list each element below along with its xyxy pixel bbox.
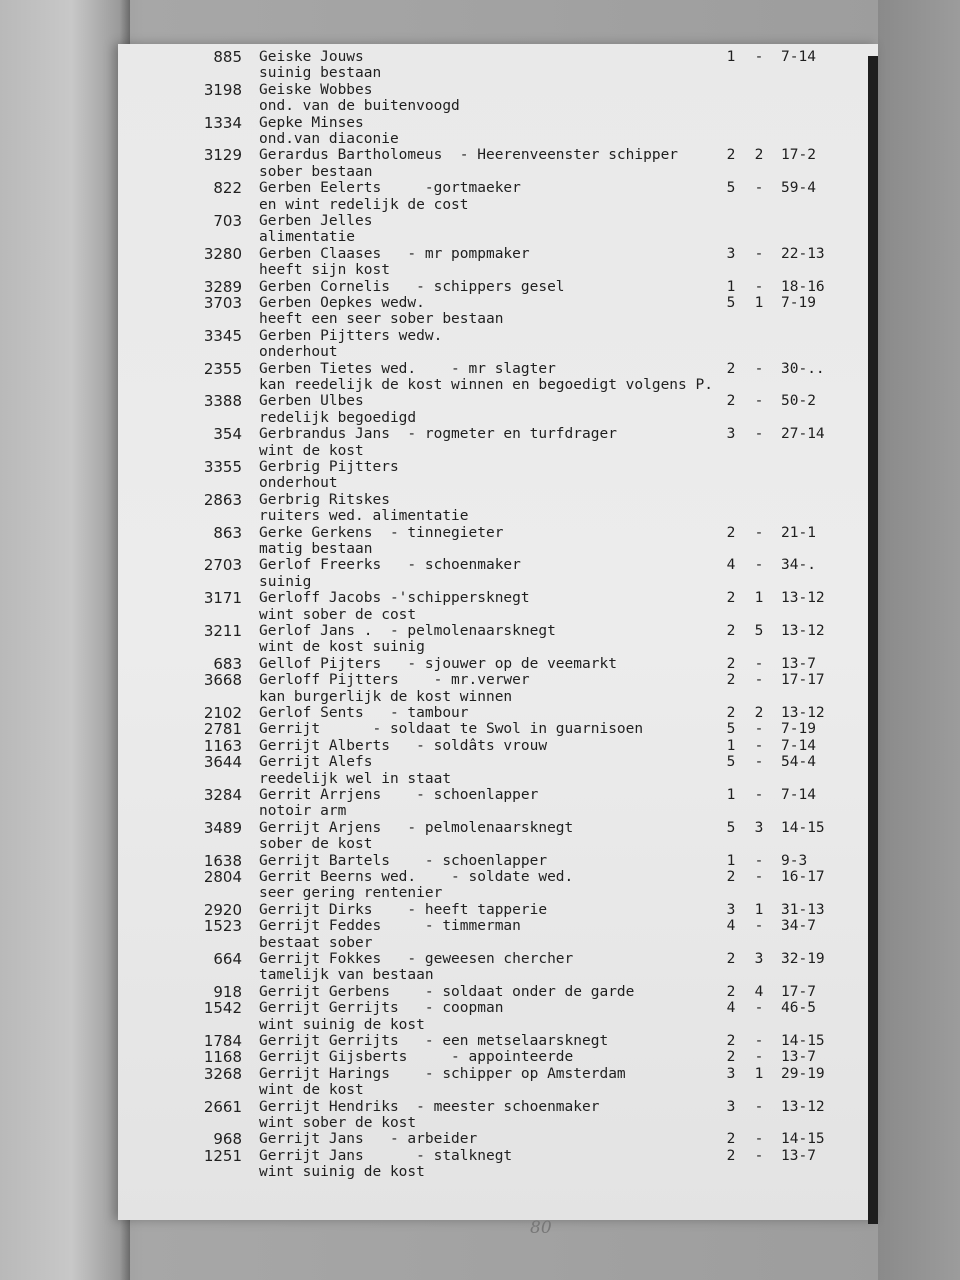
register-entry: [0, 1000, 960, 1017]
register-entry-note: [0, 967, 960, 984]
entry-number: 3668: [203, 671, 242, 690]
entry-text: Gerlof Sents - tambour: [259, 705, 469, 721]
entry-amount: 9-3: [781, 852, 808, 869]
entry-text: matig bestaan: [259, 541, 373, 557]
entry-amount: 13-12: [781, 590, 825, 607]
entry-col-2: -: [754, 1147, 764, 1164]
entry-amount: 7-14: [781, 737, 816, 754]
register-entry-note: [0, 1017, 960, 1034]
entry-number: 3284: [203, 786, 242, 804]
entry-text: Gerloff Pijtters - mr.verwer: [259, 672, 530, 689]
entry-col-2: 1: [754, 295, 764, 311]
entry-number: 885: [213, 48, 242, 66]
entry-text: wint de kost suinig: [259, 639, 425, 656]
entry-col-2: -: [754, 1049, 764, 1066]
entry-text: sober bestaan: [259, 163, 373, 180]
entry-col-2: -: [754, 1033, 764, 1049]
register-entry: [0, 721, 960, 738]
register-entry-note: [0, 377, 960, 394]
register-entry: [0, 984, 960, 1001]
register-entry-note: [0, 639, 960, 656]
entry-col-1: 5: [726, 819, 736, 836]
entry-text: Gerloff Jacobs -'schippersknegt: [259, 590, 530, 607]
register-entry: [0, 328, 960, 345]
entry-col-1: 1: [726, 49, 736, 65]
entry-text: wint suinig de kost: [259, 1016, 425, 1033]
entry-col-1: 4: [726, 918, 736, 935]
register-entry-note: [0, 1082, 960, 1099]
register-entry-note: [0, 98, 960, 115]
entry-text: redelijk begoedigd: [259, 409, 417, 426]
entry-col-1: 1: [726, 737, 736, 754]
entry-number: 918: [213, 982, 242, 1001]
entry-amount: 16-17: [781, 869, 825, 885]
register-entry: [0, 902, 960, 919]
entry-number: 2703: [203, 556, 242, 575]
entry-col-1: 2: [726, 393, 736, 410]
register-entry: [0, 1131, 960, 1148]
entry-text: ruiters wed. alimentatie: [259, 508, 469, 525]
register-entry-note: [0, 229, 960, 246]
entry-number: 1168: [203, 1048, 242, 1067]
register-entry-note: [0, 65, 960, 82]
entry-amount: 54-4: [781, 754, 816, 771]
entry-amount: 29-19: [781, 1065, 825, 1082]
register-entry: [0, 557, 960, 574]
entry-col-2: -: [754, 721, 764, 738]
entry-col-2: -: [754, 655, 764, 672]
entry-col-1: 2: [726, 1131, 736, 1148]
entry-col-2: 4: [754, 983, 764, 1000]
entry-col-2: -: [754, 557, 764, 574]
entry-amount: 7-14: [781, 787, 816, 803]
entry-text: Gerrijt Jans - stalknegt: [259, 1147, 513, 1164]
entry-text: Gepke Minses: [259, 114, 364, 131]
entry-col-1: 2: [726, 590, 736, 607]
register-entry: [0, 459, 960, 476]
entry-text: heeft sijn kost: [259, 262, 390, 279]
register-entry: [0, 1049, 960, 1066]
entry-text: Gerlof Freerks - schoenmaker: [259, 557, 521, 574]
entry-col-2: -: [754, 672, 764, 689]
entry-amount: 22-13: [781, 245, 825, 262]
entry-number: 1334: [203, 113, 242, 132]
entry-col-1: 2: [726, 623, 736, 639]
entry-col-1: 1: [726, 278, 736, 295]
entry-text: ond.van diaconie: [259, 131, 399, 147]
register-entry: [0, 918, 960, 935]
entry-col-2: 1: [754, 901, 764, 918]
entry-text: Gerke Gerkens - tinnegieter: [259, 524, 504, 541]
entry-number: 2863: [203, 490, 242, 509]
register-entry-note: [0, 131, 960, 148]
entry-number: 3489: [203, 818, 242, 837]
entry-col-1: 4: [726, 1000, 736, 1017]
entry-number: 3268: [203, 1064, 242, 1083]
register-entry: [0, 656, 960, 673]
entry-col-2: -: [754, 49, 764, 65]
register-entry-note: [0, 836, 960, 853]
register-entry: [0, 426, 960, 443]
entry-col-2: 2: [754, 147, 764, 164]
register-entry-note: [0, 689, 960, 706]
entry-col-1: 3: [726, 1098, 736, 1115]
register-entry: [0, 672, 960, 689]
entry-text: Gerrijt Gijsberts - appointeerde: [259, 1049, 574, 1066]
entry-number: 2355: [203, 359, 242, 378]
entry-col-1: 5: [726, 295, 736, 311]
page-number: 80: [530, 1218, 552, 1238]
entry-text: Geiske Wobbes: [259, 81, 373, 98]
entry-amount: 14-15: [781, 1033, 825, 1049]
entry-text: Gerrit Arrjens - schoenlapper: [259, 787, 539, 803]
register-entry: [0, 787, 960, 804]
entry-text: Gerrijt Alefs: [259, 754, 373, 771]
entry-col-2: 2: [754, 705, 764, 721]
register-entry: [0, 115, 960, 132]
entry-text: Gerbrandus Jans - rogmeter en turfdrager: [259, 426, 617, 443]
entry-number: 822: [213, 179, 242, 198]
register-entry-note: [0, 771, 960, 788]
entry-number: 3198: [203, 80, 242, 99]
entry-amount: 30-..: [781, 360, 825, 377]
entry-col-2: 1: [754, 1065, 764, 1082]
entry-text: Gerben Pijtters wedw.: [259, 327, 443, 344]
entry-text: wint sober de kost: [259, 1115, 417, 1131]
register-entry: [0, 853, 960, 870]
entry-number: 3644: [203, 753, 242, 772]
entry-col-1: 3: [726, 245, 736, 262]
register-entry-note: [0, 607, 960, 624]
entry-text: kan reedelijk de kost winnen en begoedigt volgens P.: [259, 377, 713, 393]
entry-col-2: 3: [754, 819, 764, 836]
entry-number: 3388: [203, 392, 242, 411]
entry-amount: 17-17: [781, 672, 825, 689]
entry-text: heeft een seer sober bestaan: [259, 311, 504, 328]
entry-col-1: 2: [726, 1147, 736, 1164]
entry-col-1: 1: [726, 852, 736, 869]
entry-col-1: 2: [726, 655, 736, 672]
entry-number: 2920: [203, 900, 242, 919]
entry-number: 1784: [203, 1032, 242, 1050]
register-entry-note: [0, 475, 960, 492]
register-entry-note: [0, 935, 960, 952]
entry-number: 683: [213, 654, 242, 673]
entry-text: kan burgerlijk de kost winnen: [259, 688, 513, 705]
entry-text: wint de kost: [259, 442, 364, 459]
entry-text: Gerrijt Gerrijts - een metselaarsknegt: [259, 1033, 609, 1049]
entry-amount: 13-12: [781, 1098, 825, 1115]
entry-amount: 27-14: [781, 426, 825, 443]
register-entry-note: [0, 443, 960, 460]
entry-amount: 34-.: [781, 557, 816, 574]
entry-col-1: 2: [726, 360, 736, 377]
entry-col-2: -: [754, 787, 764, 803]
entry-text: Gerrijt Gerrijts - coopman: [259, 1000, 504, 1017]
entry-col-2: -: [754, 426, 764, 443]
entry-amount: 21-1: [781, 524, 816, 541]
register-entry: [0, 1033, 960, 1050]
register-entry: [0, 279, 960, 296]
register-entry-note: [0, 344, 960, 361]
entry-text: Gerrijt Jans - arbeider: [259, 1131, 478, 1148]
entry-col-2: -: [754, 869, 764, 885]
entry-amount: 34-7: [781, 918, 816, 935]
entry-col-2: -: [754, 918, 764, 935]
entry-amount: 31-13: [781, 901, 825, 918]
entry-col-1: 2: [726, 1033, 736, 1049]
register-entry: [0, 492, 960, 509]
entry-col-1: 2: [726, 983, 736, 1000]
entry-text: wint suinig de kost: [259, 1164, 425, 1181]
entry-text: Gerrijt Fokkes - geweesen chercher: [259, 951, 574, 967]
entry-number: 1163: [203, 736, 242, 755]
entry-number: 2661: [203, 1097, 242, 1116]
entry-text: Gerrijt Harings - schipper op Amsterdam: [259, 1065, 626, 1082]
entry-col-2: -: [754, 754, 764, 771]
entry-text: bestaat sober: [259, 934, 373, 951]
entry-number: 664: [213, 950, 242, 968]
register-entry-note: [0, 508, 960, 525]
register-entry: [0, 738, 960, 755]
entry-amount: 7-14: [781, 49, 816, 65]
entry-text: en wint redelijk de cost: [259, 196, 469, 213]
entry-amount: 13-7: [781, 655, 816, 672]
register-entry-note: [0, 885, 960, 902]
entry-text: Gerben Claases - mr pompmaker: [259, 245, 530, 262]
entry-number: 3211: [203, 622, 242, 640]
entry-col-1: 2: [726, 951, 736, 967]
entry-col-1: 2: [726, 672, 736, 689]
entry-text: Geiske Jouws: [259, 49, 364, 65]
register-entry: [0, 295, 960, 312]
register-entry-note: [0, 164, 960, 181]
register-entry: [0, 1099, 960, 1116]
entry-text: onderhout: [259, 475, 338, 492]
entry-text: notoir arm: [259, 803, 347, 820]
entry-text: wint de kost: [259, 1082, 364, 1099]
register-entry: [0, 393, 960, 410]
entry-text: Gerben Jelles: [259, 213, 373, 229]
entry-number: 2102: [203, 704, 242, 722]
register-entry: [0, 820, 960, 837]
entry-col-1: 5: [726, 754, 736, 771]
entry-col-2: 1: [754, 590, 764, 607]
entry-col-1: 4: [726, 557, 736, 574]
register-entry: [0, 754, 960, 771]
entry-text: ond. van de buitenvoogd: [259, 98, 460, 115]
entry-text: suinig bestaan: [259, 65, 382, 82]
entry-amount: 13-12: [781, 705, 825, 721]
entry-col-2: -: [754, 180, 764, 197]
entry-text: onderhout: [259, 344, 338, 361]
entry-number: 3129: [203, 146, 242, 165]
entry-number: 1523: [203, 917, 242, 936]
entry-text: Gerbrig Pijtters: [259, 459, 399, 475]
entry-number: 3345: [203, 326, 242, 345]
register-entry-note: [0, 1115, 960, 1132]
entry-col-1: 5: [726, 180, 736, 197]
entry-text: Gerben Cornelis - schippers gesel: [259, 278, 565, 295]
entry-text: Gerrijt Gerbens - soldaat onder de garde: [259, 983, 635, 1000]
register-entry: [0, 49, 960, 66]
entry-col-2: -: [754, 737, 764, 754]
entry-text: Gerben Ulbes: [259, 393, 364, 410]
entry-number: 2804: [203, 868, 242, 886]
entry-amount: 7-19: [781, 721, 816, 738]
entry-col-1: 2: [726, 869, 736, 885]
register-entry: [0, 951, 960, 968]
register-entry: [0, 180, 960, 197]
entry-number: 3355: [203, 458, 242, 476]
entry-col-1: 2: [726, 1049, 736, 1066]
entry-text: Gerrijt Bartels - schoenlapper: [259, 852, 548, 869]
register-entry: [0, 147, 960, 164]
entry-number: 3289: [203, 277, 242, 296]
entry-number: 703: [213, 212, 242, 230]
entry-text: wint sober de cost: [259, 606, 417, 623]
register-entry-note: [0, 262, 960, 279]
register-entry: [0, 82, 960, 99]
entry-col-2: -: [754, 278, 764, 295]
register-entry-note: [0, 803, 960, 820]
entry-number: 1638: [203, 851, 242, 870]
entry-amount: 46-5: [781, 1000, 816, 1017]
entry-text: Gerrijt Hendriks - meester schoenmaker: [259, 1098, 600, 1115]
register-entry: [0, 213, 960, 230]
entry-amount: 18-16: [781, 278, 825, 295]
entry-text: Gerrijt - soldaat te Swol in guarnisoen: [259, 721, 644, 738]
register-entry: [0, 246, 960, 263]
entry-number: 1251: [203, 1146, 242, 1165]
entry-text: Gellof Pijters - sjouwer op de veemarkt: [259, 655, 617, 672]
entry-col-1: 2: [726, 705, 736, 721]
register-entry: [0, 525, 960, 542]
register-entry: [0, 705, 960, 722]
entry-text: Gerrijt Feddes - timmerman: [259, 918, 521, 935]
entry-number: 1542: [203, 999, 242, 1018]
entry-amount: 32-19: [781, 951, 825, 967]
entry-text: Gerardus Bartholomeus - Heerenveenster schipper: [259, 147, 679, 164]
entry-col-2: -: [754, 1131, 764, 1148]
entry-col-2: 5: [754, 623, 764, 639]
entry-col-1: 3: [726, 901, 736, 918]
entry-col-2: -: [754, 1000, 764, 1017]
entry-col-2: -: [754, 524, 764, 541]
register-entry-note: [0, 541, 960, 558]
entry-col-2: -: [754, 393, 764, 410]
entry-number: 3280: [203, 244, 242, 263]
entry-text: alimentatie: [259, 229, 356, 246]
register-entry: [0, 590, 960, 607]
register-entry: [0, 1148, 960, 1165]
entry-amount: 14-15: [781, 1131, 825, 1148]
register-entry: [0, 1066, 960, 1083]
entry-col-1: 5: [726, 721, 736, 738]
entry-number: 3171: [203, 589, 242, 608]
entry-amount: 13-7: [781, 1147, 816, 1164]
entry-text: Gerrijt Arjens - pelmolenaarsknegt: [259, 819, 574, 836]
register-entry-note: [0, 311, 960, 328]
entry-text: Gerben Tietes wed. - mr slagter: [259, 360, 556, 377]
entry-amount: 50-2: [781, 393, 816, 410]
entry-col-1: 3: [726, 426, 736, 443]
entry-number: 2781: [203, 720, 242, 739]
entry-text: reedelijk wel in staat: [259, 770, 452, 787]
entry-col-2: -: [754, 1098, 764, 1115]
entry-col-2: -: [754, 245, 764, 262]
entry-amount: 13-7: [781, 1049, 816, 1066]
entry-col-1: 2: [726, 147, 736, 164]
entry-col-2: -: [754, 852, 764, 869]
entry-text: Gerben Eelerts -gortmaeker: [259, 180, 521, 197]
entry-amount: 17-2: [781, 147, 816, 164]
entry-text: Gerrijt Alberts - soldâts vrouw: [259, 737, 548, 754]
entry-number: 354: [213, 425, 242, 444]
entry-text: suinig: [259, 573, 312, 590]
register-entry-note: [0, 410, 960, 427]
entry-amount: 14-15: [781, 819, 825, 836]
entry-col-1: 3: [726, 1065, 736, 1082]
entry-amount: 59-4: [781, 180, 816, 197]
entry-text: seer gering rentenier: [259, 885, 443, 902]
entry-text: sober de kost: [259, 836, 373, 853]
entry-text: Gerrijt Dirks - heeft tapperie: [259, 901, 548, 918]
entry-amount: 13-12: [781, 623, 825, 639]
register-entry: [0, 361, 960, 378]
register-entry-note: [0, 574, 960, 591]
entry-col-1: 1: [726, 787, 736, 803]
entry-number: 3703: [203, 294, 242, 312]
entry-text: tamelijk van bestaan: [259, 967, 434, 984]
entry-number: 968: [213, 1130, 242, 1149]
register-entry-note: [0, 197, 960, 214]
entry-text: Gerlof Jans . - pelmolenaarsknegt: [259, 623, 556, 639]
entry-col-1: 2: [726, 524, 736, 541]
entry-amount: 7-19: [781, 295, 816, 311]
entry-amount: 17-7: [781, 983, 816, 1000]
entry-number: 863: [213, 523, 242, 542]
register-entry-note: [0, 1164, 960, 1181]
entry-text: Gerrit Beerns wed. - soldate wed.: [259, 869, 574, 885]
register-entry: [0, 869, 960, 886]
entry-text: Gerben Oepkes wedw.: [259, 295, 425, 311]
entry-col-2: -: [754, 360, 764, 377]
register-entry: [0, 623, 960, 640]
entry-col-2: 3: [754, 951, 764, 967]
entry-text: Gerbrig Ritskes: [259, 491, 390, 508]
